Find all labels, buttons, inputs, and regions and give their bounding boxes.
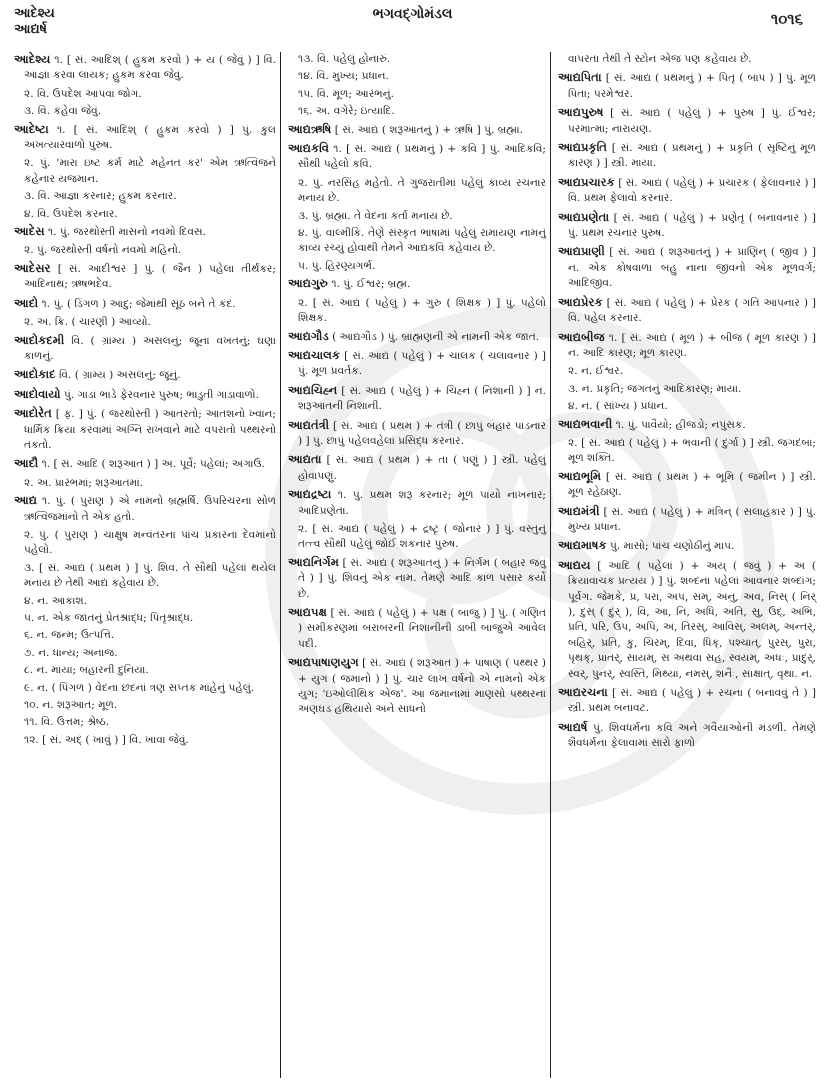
sense: ૭. ન. ધાન્ય; અનાજ.: [24, 646, 118, 659]
dictionary-entry: [558, 504, 816, 536]
headword: આદ્યર્ષ: [558, 719, 588, 734]
dictionary-entry: [288, 487, 546, 553]
definition: [ સં. આદ્ય ( પહેલું ) + પ્રચારક ( ફેલાવનાર ) ] વિ. પ્રથમ ફેલાવો કરનાર.: [568, 176, 817, 205]
entry-main: [14, 387, 276, 403]
definition: [ સં. આદ્ય ( શરૂઆત ) + પાષાણ ( પથ્થર ) + યુગ ( જમાનો ) ] પું. ચાર લાખ વર્ષનો એ નામનો એક યુગ; 'ઇઓલીથિક એજ'. આ જમાનામાં માણસો પથ્થરનાં અણઘડ હથિયારો અને સાધનો: [298, 657, 546, 716]
dictionary-entry: [558, 295, 816, 327]
dictionary-entry: [14, 493, 276, 748]
entry-main: [558, 720, 816, 752]
dictionary-entry: [288, 418, 546, 450]
headword: આદ્યપ્રાણી: [558, 244, 605, 259]
dictionary-entry: [558, 417, 816, 467]
dictionary-entry: [14, 387, 276, 403]
sense: ૨. પું. નરસિંહ મહેતો. તે ગુજરાતીમાં પહેલું કાવ્ય રચનાર મનાય છે.: [298, 176, 546, 205]
definition: ૧. [ સં. આદિશ્ ( હુકમ કરવો ) + ય ( જેવું ) ] વિ. આજ્ઞા કરવા લાયક; હુકમ કરવા જેવું.: [24, 54, 277, 82]
dictionary-entry: [558, 140, 816, 172]
dictionary-entry: [558, 330, 816, 415]
headword: આદોવાયો: [14, 386, 61, 401]
dictionary-entry: [288, 348, 546, 380]
headword: આદ્યય: [558, 557, 591, 572]
entry-main: [558, 70, 816, 102]
dictionary-entry: [288, 655, 546, 718]
definition: ૧. પું. ( ડિંગળ ) આદુ; જેમાંથી સૂંઠ બને તે કંદ.: [41, 297, 236, 310]
sense: ૨. પું. 'મારા ઇષ્ટ કર્મ માટે મહેનત કર' એમ ઋત્વિજને કહેનાર યજમાન.: [24, 157, 276, 185]
headword: આદોકાદ: [14, 367, 56, 382]
dictionary-entry: [558, 244, 816, 291]
dictionary-entry: [14, 406, 276, 453]
definition: વિ. ( ગ્રામ્ય ) અસલનું; જૂના વખતનું; ઘણા કાળનું.: [24, 334, 276, 362]
entry-main: [14, 493, 276, 525]
column-2: [288, 52, 546, 721]
headword: આદ્યપ્રણેતા: [558, 209, 610, 224]
definition: [ સં. આદ્ય ( શરૂઆતનું ) + પ્રાણિન્ ( જીવ ) ] ન. એક કોષવાળા બહુ નાના જીવનો એક મૂળવર્ગ; આદિજીવ.: [568, 246, 816, 290]
entry-main: [558, 469, 816, 501]
guide-word-first: આદેશ્ય: [14, 6, 55, 21]
sense: ૪. ન. ( સાંખ્ય ) પ્રધાન.: [568, 400, 668, 413]
entry-main: [14, 367, 276, 383]
entry-main: [558, 417, 816, 433]
sense: ૪. પું. વાલ્મીકિ. તેણે સંસ્કૃત ભાષામાં પહેલું રામાયણ નામનું કાવ્ય રચ્યું હોવાથી તેમને આદ્યકવિ કહેવાય છે.: [298, 227, 546, 255]
sense: ૨. ન. ઈશ્વર.: [568, 365, 623, 378]
dictionary-entry: [14, 456, 276, 491]
entry-main: [558, 210, 816, 242]
definition: ૧. પું. પ્રથમ શરૂ કરનાર; મૂળ પાયો નાખનાર; આદિપ્રણેતા.: [298, 489, 546, 517]
entry-continuation: વાપરતા તેથી તે સ્ટોન એજ પણ કહેવાય છે.: [568, 53, 752, 65]
headword: આદ્યચાલક: [288, 347, 341, 362]
dictionary-entry: [14, 261, 276, 293]
definition: [ સં. આદ્ય ( પ્રથમ ) + તા ( પણું ) ] સ્ત્રી. પહેલું હોવાપણું.: [298, 454, 546, 482]
headword: આદેસ: [14, 224, 45, 239]
headword: આદ્યતંત્રી: [288, 417, 330, 432]
entry-main: [288, 276, 546, 292]
sense-continuation: ૧૬. અ. વગેરે; ઇત્યાદિ.: [298, 105, 395, 118]
definition: [ સં. આદ્ય ( પહેલું ) + પ્રણેતૃ ( બનાવનાર ) ] પું. પ્રથમ રચનાર પુરુષ.: [568, 211, 816, 240]
entry-main: [288, 452, 546, 484]
entry-main: [288, 348, 546, 380]
entry-main: [14, 224, 276, 240]
dictionary-entry: [14, 367, 276, 383]
headword: આદો: [14, 295, 39, 310]
entry-main: [558, 330, 816, 362]
dictionary-entry: [558, 469, 816, 501]
entry-main: [558, 504, 816, 536]
entry-main: [14, 296, 276, 312]
definition: [ સં. આદ્ય ( પહેલું ) + ચાલક ( ચલાવનાર ) ] પું. મૂળ પ્રવર્તક.: [298, 349, 546, 378]
definition: પું. શિવધર્મના કવિ અને ગવૈયાઓની મંડળી. તેમણે શૈવધર્મના ફેલાવામાં સારો ફાળો: [568, 721, 816, 750]
headword: આદ્યતા: [288, 452, 322, 467]
sense: ૯. ન. ( પિંગળ ) વેદના છંદનાં ત્રણ સપ્તક માંહેનું પહેલું.: [24, 681, 255, 694]
sense-continuation: ૧૪. વિ. મુખ્ય; પ્રધાન.: [298, 70, 389, 83]
definition: [ સં. આદ્ય ( પહેલું ) + રચના ( બનાવવું તે ) ] સ્ત્રી. પ્રથમ બનાવટ.: [568, 687, 816, 715]
column-divider: [280, 52, 281, 1078]
definition: વિ. ( ગ્રામ્ય ) અસલનું; જૂનું.: [59, 369, 181, 382]
sense: ૨. પું. જરથોસ્તી વર્ષનો નવમો મહિનો.: [24, 244, 182, 257]
sense: ૫. પું. હિરણ્યગર્ભ.: [298, 259, 376, 272]
headword: આદ્યગુરુ: [288, 276, 328, 291]
entry-main: [14, 456, 276, 472]
headword: આદ્યચિહ્ન: [288, 382, 338, 397]
headword: આદ્યપ્રેરક: [558, 294, 603, 309]
entry-main: [288, 122, 546, 138]
definition: [ સં. આદ્ય ( પ્રથમ ) + તંત્રી ( છાપું બહાર પાડનાર ) ] પું. છાપું પહેલવહેલાં પ્રસિદ્ધ કરનાર.: [298, 419, 546, 447]
definition: [ ફ. ] પું. ( જરથોસ્તી ) આતરતો; આતશનો ખ્વાન; ધાર્મિક ક્રિયા કરવામાં અગ્નિ રાખવાને માટે વપરાતો પથ્થરનો તકતો.: [24, 408, 277, 451]
sense: ૨. [ સં. આદ્ય ( પહેલું ) + દ્રષ્ટૃ ( જોનાર ) ] પું. વસ્તુનું તત્ત્વ સૌથી પહેલું જોઈ શકનાર પુરુષ.: [298, 522, 546, 551]
headword: આદ્યપુરુષ: [558, 105, 604, 120]
sense: ૧૦. ન. શરૂઆત; મૂળ.: [24, 699, 118, 712]
definition: ૧. [ સં. આદ્ય ( મૂળ ) + બીજ ( મૂળ કારણ ) ] ન. આદિ કારણ; મૂળ કારણ.: [568, 331, 817, 359]
entry-main: [288, 383, 546, 415]
entry-main: [558, 685, 816, 717]
entry-main: [14, 261, 276, 293]
sense: ૨. [ સં. આદ્ય ( પહેલું ) + ગુરુ ( શિક્ષક ) ] પું. પહેલો શિક્ષક.: [298, 296, 546, 325]
headword: આદ્ય: [14, 493, 37, 508]
entry-main: [558, 244, 816, 291]
headword: આદ્યગૌડ: [288, 328, 329, 343]
headword: આદોકદમી: [14, 332, 65, 347]
dictionary-entry: [558, 210, 816, 242]
entry-main: [14, 406, 276, 453]
headword: આદૌ: [14, 456, 39, 471]
entry-main: [288, 141, 546, 173]
headword: આદ્યનિર્ગમ: [288, 554, 339, 569]
definition: પું. ગાડાં ભાડે ફેરવનાર પુરુષ; ભાડુતી ગાડાવાળો.: [63, 388, 259, 401]
dictionary-entry: [14, 122, 276, 222]
entry-main: [288, 487, 546, 519]
sense: ૩. [ સં. આદ્ય ( પ્રથમ ) ] પું. શિવ. તે સૌથી પહેલાં થયેલ મનાય છે તેથી આદ્ય કહેવાય છે.: [24, 561, 276, 590]
dictionary-entry: [558, 105, 816, 137]
page-header: [0, 0, 825, 50]
definition: [ સં. આદ્ય ( પહેલું ) + ચિહ્ન ( નિશાની ) ] ન. શરૂઆતની નિશાની.: [298, 384, 546, 413]
entry-main: [288, 655, 546, 718]
dictionary-entry: [288, 276, 546, 326]
dictionary-entry: [14, 224, 276, 259]
column-3: [558, 52, 816, 755]
sense: ૩. ન. પ્રકૃતિ; જગતનું આદિકારણ; માયા.: [568, 382, 742, 395]
entry-main: [558, 105, 816, 137]
headword: આદેસર: [14, 260, 51, 275]
sense: ૮. ન. માયા; બહારની દુનિયા.: [24, 664, 149, 677]
sense: ૧૧. વિ. ઉત્તમ; શ્રેષ્ઠ.: [24, 716, 110, 729]
dictionary-entry: [288, 329, 546, 345]
entry-main: [288, 555, 546, 602]
sense: ૨. અ. ક્રિ. ( ચારણી ) આવ્યો.: [24, 316, 151, 329]
entry-main: [14, 52, 276, 84]
definition: [ સં. આદીશ્વર ] પું. ( જૈન ) પહેલા તીર્થંકર; આદિનાથ; ઋષભદેવ.: [24, 262, 276, 291]
dictionary-entry: [558, 720, 816, 752]
entry-main: [14, 333, 276, 365]
headword: આદ્યભવાની: [558, 416, 613, 431]
definition: [ સં. આદ્ય ( પ્રથમનું ) + પિતૃ ( બાપ ) ] પું. મૂળ પિતા; પરમેશ્વર.: [568, 72, 817, 100]
dictionary-entry: [288, 452, 546, 484]
headword: આદ્યઋષિ: [288, 121, 332, 136]
sense: ૩. વિ. આજ્ઞા કરનાર; હુકમ કરનાર.: [24, 190, 177, 203]
definition: ૧. પું. ઈશ્વર; બ્રહ્મ.: [331, 278, 411, 291]
headword: આદ્યભૂમિ: [558, 468, 602, 483]
entry-main: [288, 418, 546, 450]
definition: ૧. [ સં. આદિ ( શરૂઆત ) ] અ. પૂર્વે; પહેલાં; અગાઉ.: [41, 458, 265, 471]
sense-continuation: ૧૫. વિ. મૂળ; આરંભનું.: [298, 87, 394, 100]
definition: [ આદિ ( પહેલાં ) + અય્ ( જવું ) + અ ( ક્રિયાવાચક પ્રત્યય ) ] પું. શબ્દના પહેલાં આવનાર શબ્દાંગ; પૂર્વગ. જેમકે, પ્ર, પરા, અપ, સમ્, અનુ, અવ, નિસ્ ( નિર્ ), દુસ્ ( દુર્ ), વિ, આ, નિ, અધિ, અતિ, સુ, ઉદ્, અભિ, પ્રતિ, પરિ, ઉપ, અપિ, અ, તિરસ્, આવિસ્, અલમ્, અન્તર્, બહિર્, પ્રતિ, કુ, ચિરમ્, દિવા, ધિક્, પશ્ચાત્, પુરસ્, પુરા, પૃથક્, પ્રાતર્, સાયમ્, સ અથવા સહ, સ્વયમ્, અધઃ, પ્રાદુર્, સ્વર્, પુનર્, સ્વસ્તિ, મિથ્યા, નમસ્, શનૈઃ, સાક્ષાત્, વૃથા. ન.: [568, 559, 816, 680]
headword: આદ્યમંત્રી: [558, 503, 600, 518]
sense: ૨. [ સં. આદ્ય ( પહેલું ) + ભવાની ( દુર્ગા ) ] સ્ત્રી. જગદંબા; મૂળ શક્તિ.: [568, 436, 816, 465]
dictionary-entry: [558, 70, 816, 102]
entry-main: [288, 605, 546, 652]
definition: ૧. પું. પાવૈયો; હીજડો; નપુંસક.: [615, 418, 746, 431]
column-1: [14, 52, 276, 750]
dictionary-entry: [558, 558, 816, 682]
definition: [ સં. આદ્ય ( પહેલું ) + પુરુષ ] પું. ઈશ્વર; પરમાત્મા; નારાયણ.: [568, 107, 816, 135]
headword: આદ્યમાષક: [558, 538, 607, 553]
definition: ૧. [ સં. આદિશ્ ( હુકમ કરવો ) ] પું. કુલ અખત્યારવાળો પુરુષ.: [24, 123, 276, 152]
dictionary-entry: [14, 296, 276, 331]
definition: ૧. [ સં. આદ્ય ( પ્રથમનું ) + કવિ ] પું. આદિકવિ; સૌથી પહેલો કવિ.: [298, 143, 546, 171]
entry-main: [558, 558, 816, 682]
sense: ૫. ન. એક જાતનું પ્રેતશ્રાદ્ધ; પિતૃશ્રાદ્ધ.: [24, 612, 194, 624]
sense: ૨. પું. ( પુરાણ ) ચાક્ષુષ મન્વંતરના પાંચ પ્રકારના દેવમાંનો પહેલો.: [24, 528, 276, 557]
entry-main: [558, 295, 816, 327]
entry-main: [288, 329, 546, 345]
definition: [ સં. આદ્ય ( પહેલું ) + મંત્રિન્ ( સલાહકાર ) ] પું. મુખ્ય પ્રધાન.: [568, 505, 816, 533]
definition: [ સં. આદ્ય ( પહેલું ) + પક્ષ ( બાજુ ) ] પું. ( ગણિત ) સમીકરણમાં બરાબરની નિશાનીની ડાબી બાજુએ આવેલ પદી.: [298, 607, 546, 650]
definition: [ સં. આદ્ય ( પ્રથમ ) + ભૂમિ ( જમીન ) ] સ્ત્રી. મૂળ રહેઠાણ.: [568, 470, 816, 499]
headword: આદ્યરચના: [558, 685, 608, 700]
definition: ૧. પું. ( પુરાણ ) એ નામનો બ્રહ્મર્ષિ. ઉપરિચરના સોળ ઋત્વિજમાંનો તે એક હતો.: [24, 495, 276, 523]
dictionary-entry: [288, 141, 546, 274]
headword: આદ્યપ્રચારક: [558, 174, 615, 189]
headword: આદેશ્ય: [14, 52, 51, 66]
dictionary-entry: [288, 555, 546, 602]
sense: ૩. વિ. કહેવા જેવું.: [24, 105, 102, 118]
headword: આદ્યકવિ: [288, 141, 329, 156]
sense-continuation: ૧૩. વિ. પહેલું હોનારું.: [298, 53, 391, 65]
column-divider: [550, 52, 551, 1078]
entry-main: [558, 538, 816, 554]
sense: ૪. વિ. ઉપદેશ કરનાર.: [24, 207, 118, 220]
guide-word-last: આદ્યર્ષ: [14, 22, 48, 37]
headword: આદ્યપક્ષ: [288, 605, 327, 619]
headword: આદ્યપ્રકૃતિ: [558, 140, 607, 155]
definition: [ સં. આદ્ય ( પહેલું ) + પ્રેરક ( ગતિ આપનાર ) ] વિ. પહેલ કરનાર.: [568, 296, 817, 325]
headword: આદોરેત: [14, 406, 52, 421]
dictionary-entry: [558, 538, 816, 554]
entry-main: [558, 175, 816, 207]
dictionary-entry: [288, 122, 546, 138]
sense: ૪. ન. આકાશ.: [24, 594, 88, 607]
definition: પું. માસો; પાંચ ચણોઠીનું માપ.: [610, 540, 735, 553]
dictionary-entry: [558, 685, 816, 717]
definition: [ સં. આદ્ય ( શરૂઆતનું ) + નિર્ગમ ( બહાર જવું તે ) ] પું. શિવનું એક નામ. તેમણે આદિ કાળ પસાર કર્યો છે.: [298, 556, 546, 600]
headword: આદ્યબીજ: [558, 329, 605, 344]
sense: ૩. પું. બ્રહ્મા. તે વેદના કર્તા મનાય છે.: [298, 209, 453, 222]
definition: [ સં. આદ્ય ( શરૂઆતનું ) + ઋષિ ] પું. બ્રહ્મા.: [334, 123, 523, 136]
dictionary-entry: [558, 175, 816, 207]
headword: આદેષ્ટા: [14, 121, 49, 136]
sense: ૨. અ. પ્રારંભમાં; શરૂઆતમાં.: [24, 476, 144, 489]
running-title: ભગવદ્ગોમંડલ: [372, 6, 453, 22]
dictionary-entry: [14, 52, 276, 120]
dictionary-entry: [14, 333, 276, 365]
sense: ૧૨. [ સં. અદ્ ( ખાવું ) ] વિ. ખાવા જેવું.: [24, 733, 189, 746]
page-number: ૧૦૧૬: [770, 10, 803, 28]
dictionary-entry: [288, 383, 546, 415]
dictionary-entry: [288, 605, 546, 652]
headword: આદ્યપાષાણયુગ: [288, 655, 359, 670]
sense: ૨. વિ. ઉપદેશ આપવા જોગ.: [24, 87, 142, 100]
definition: ( આદ્યગૌડ ) પું. બ્રાહ્મણની એ નામની એક જાત.: [332, 330, 540, 343]
entry-main: [14, 122, 276, 154]
sense: ૬. ન. જન્મ; ઉત્પત્તિ.: [24, 629, 115, 642]
definition: ૧. પું. જરથોસ્તી માસનો નવમો દિવસ.: [48, 226, 206, 239]
entry-main: [558, 140, 816, 172]
headword: આદ્યદ્રષ્ટા: [288, 487, 332, 502]
definition: [ સં. આદ્ય ( પ્રથમનું ) + પ્રકૃતિ ( સૃષ્ટિનું મૂળ કારણ ) ] સ્ત્રી. માયા.: [568, 142, 816, 170]
headword: આદ્યપિતા: [558, 70, 602, 85]
